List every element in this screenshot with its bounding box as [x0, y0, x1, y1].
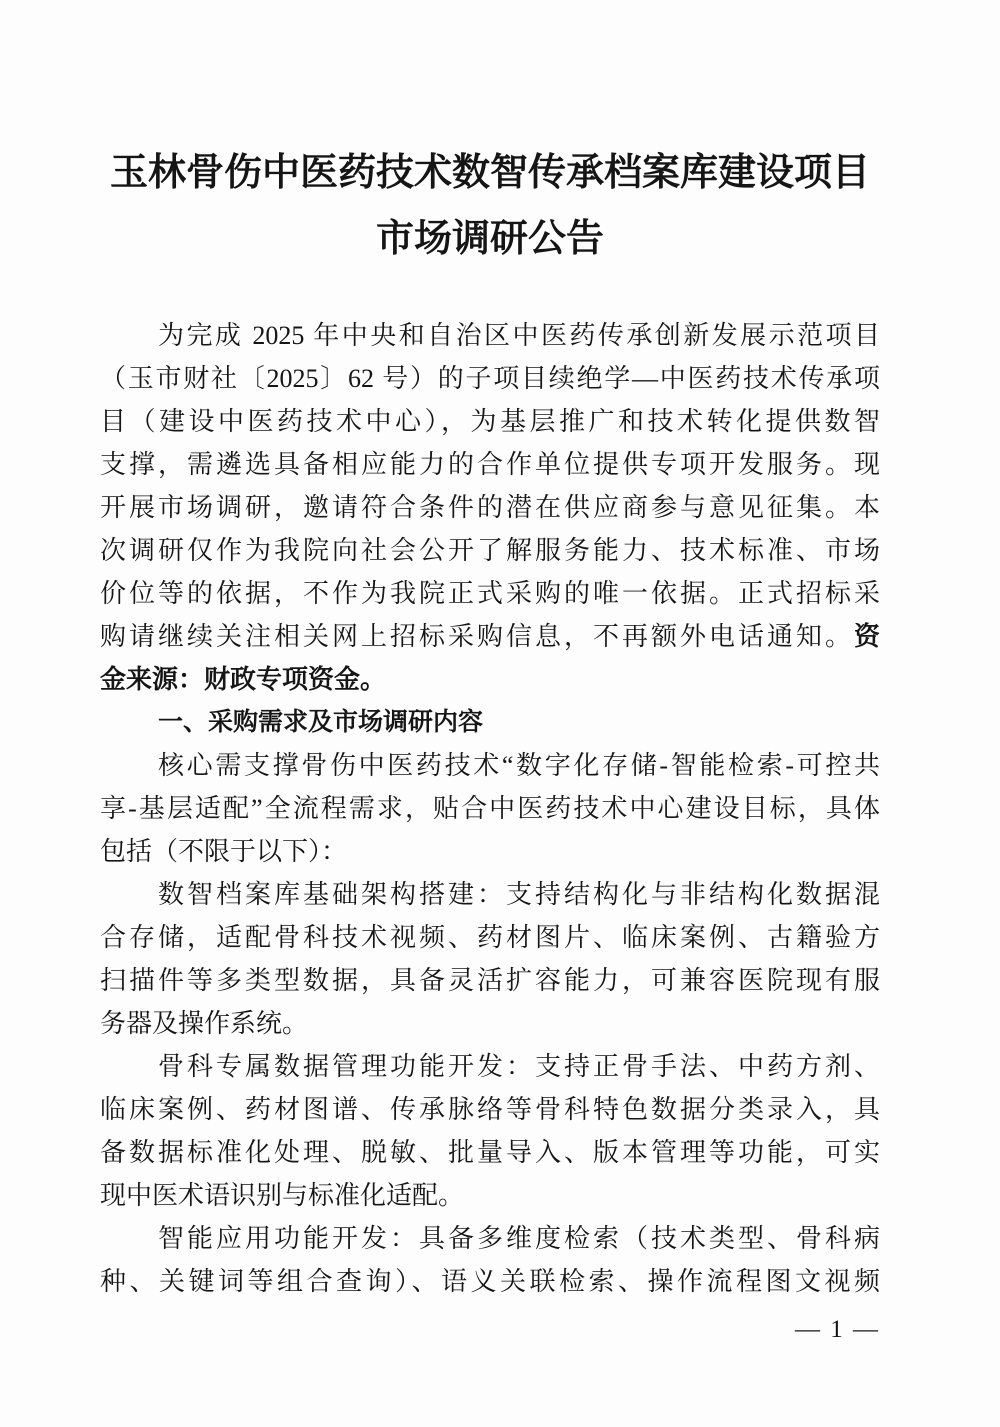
- text-segment: 现中医术语识别与标准化适配。: [100, 1181, 465, 1210]
- text-segment: 合存储，适配骨科技术视频、药材图片、临床案例、古籍验方: [100, 923, 880, 952]
- text-line: [100, 1045, 880, 1088]
- text-line: [100, 1260, 880, 1303]
- text-segment: （玉市财社〔2025〕62 号）的子项目续绝学—中医药技术传承项: [100, 364, 880, 393]
- text-line: [100, 443, 880, 486]
- text-line: [100, 744, 880, 787]
- text-segment: 临床案例、药材图谱、传承脉络等骨科特色数据分类录入，具: [100, 1095, 880, 1124]
- document-title: [100, 148, 880, 264]
- document-body: [100, 314, 880, 1303]
- text-segment: 一、采购需求及市场调研内容: [158, 708, 484, 736]
- text-segment: 目（建设中医药技术中心），为基层推广和技术转化提供数智: [100, 407, 880, 436]
- text-line: [100, 830, 880, 873]
- text-line: [100, 314, 880, 357]
- text-segment: 开展市场调研，邀请符合条件的潜在供应商参与意见征集。本: [100, 493, 880, 522]
- text-line: [100, 658, 880, 701]
- text-segment: 备数据标准化处理、脱敏、批量导入、版本管理等功能，可实: [100, 1138, 880, 1167]
- page-number: — 1 —: [795, 1316, 880, 1343]
- text-segment: 金来源：财政专项资金。: [100, 665, 387, 694]
- text-segment: 骨科专属数据管理功能开发：支持正骨手法、中药方剂、: [158, 1052, 880, 1081]
- text-line: [100, 1217, 880, 1260]
- text-segment: 购请继续关注相关网上招标采购信息，不再额外电话通知。: [100, 622, 854, 651]
- text-segment: 价位等的依据，不作为我院正式采购的唯一依据。正式招标采: [100, 579, 880, 608]
- text-line: [100, 787, 880, 830]
- text-line: [100, 1131, 880, 1174]
- text-segment: 享-基层适配”全流程需求，贴合中医药技术中心建设目标，具体: [100, 794, 880, 823]
- text-line: [100, 357, 880, 400]
- page-footer: [100, 1316, 880, 1344]
- text-segment: 支撑，需遴选具备相应能力的合作单位提供专项开发服务。现: [100, 450, 880, 479]
- text-line: [100, 529, 880, 572]
- text-line: [100, 873, 880, 916]
- text-segment: 智能应用功能开发：具备多维度检索（技术类型、骨科病: [158, 1224, 880, 1253]
- text-line: [100, 400, 880, 443]
- text-line: [100, 916, 880, 959]
- document-title-line-2: 市场调研公告: [375, 218, 604, 260]
- section-heading: [100, 701, 880, 744]
- document-title-line-1: 玉林骨伤中医药技术数智传承档案库建设项目: [109, 152, 870, 194]
- text-line: [100, 959, 880, 1002]
- text-line: [100, 1174, 880, 1217]
- text-line: [100, 615, 880, 658]
- text-segment: 种、关键词等组合查询）、语义关联检索、操作流程图文视频: [100, 1267, 880, 1296]
- text-segment: 为完成 2025 年中央和自治区中医药传承创新发展示范项目: [158, 321, 880, 350]
- text-segment: 数智档案库基础架构搭建：支持结构化与非结构化数据混: [158, 880, 880, 909]
- text-segment: 务器及操作系统。: [100, 1009, 309, 1038]
- text-line: [100, 1088, 880, 1131]
- text-segment: 次调研仅作为我院向社会公开了解服务能力、技术标准、市场: [100, 536, 880, 565]
- text-segment: 核心需支撑骨伤中医药技术“数字化存储-智能检索-可控共: [158, 751, 880, 780]
- text-segment: 包括（不限于以下）：: [100, 837, 348, 866]
- text-segment: 资: [853, 622, 880, 651]
- text-segment: 扫描件等多类型数据，具备灵活扩容能力，可兼容医院现有服: [100, 966, 880, 995]
- text-line: [100, 1002, 880, 1045]
- text-line: [100, 486, 880, 529]
- text-line: [100, 572, 880, 615]
